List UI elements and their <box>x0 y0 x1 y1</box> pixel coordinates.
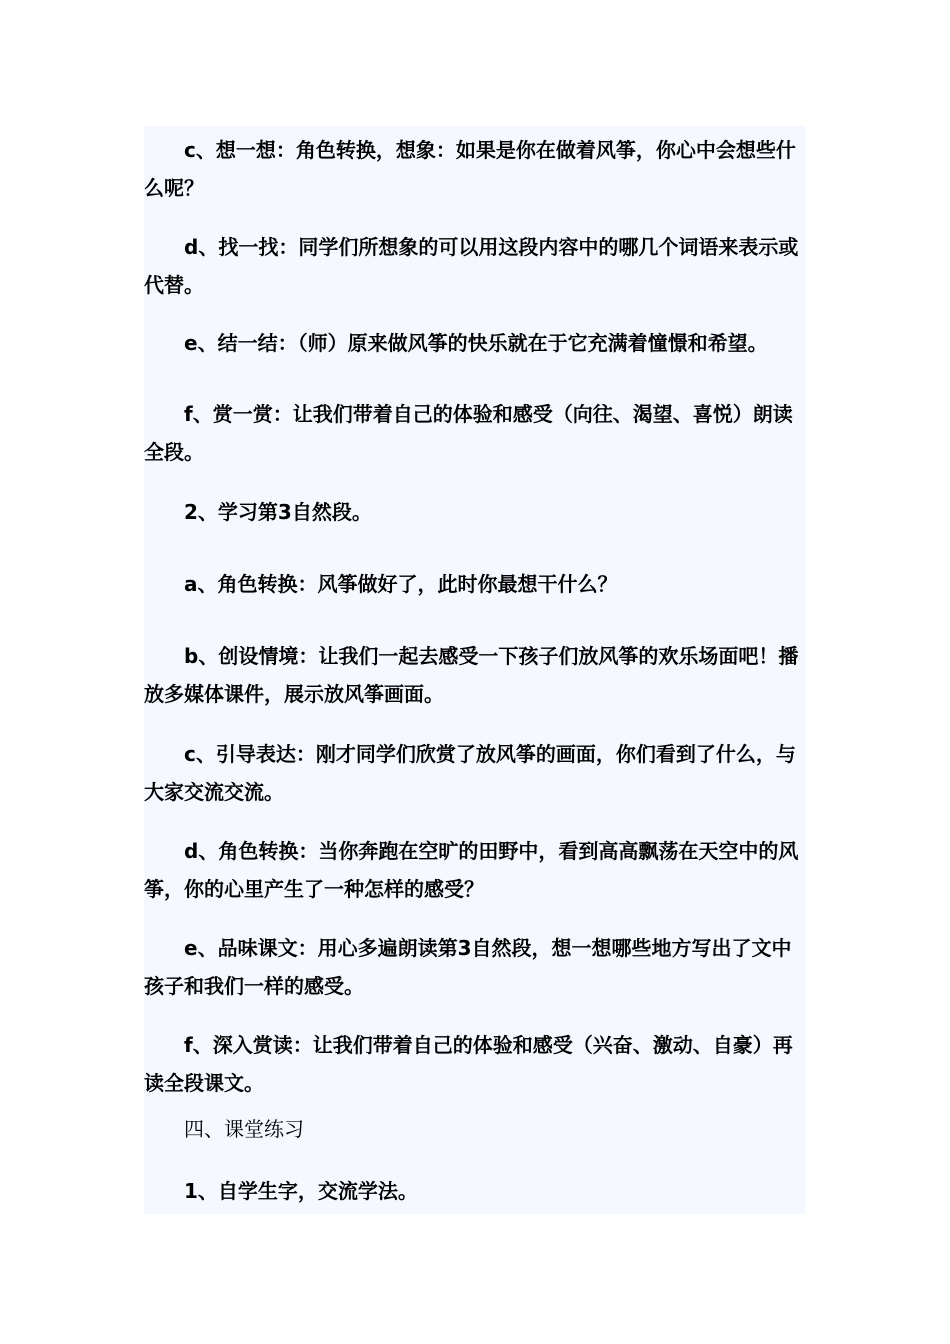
paragraph-d-role-switch: d、角色转换：当你奔跑在空旷的田野中，看到高高飘荡在天空中的风筝，你的心里产生了一种怎样的感受？ <box>144 839 799 901</box>
paragraph-e-savor-text: e、品味课文：用心多遍朗读第3自然段，想一想哪些地方写出了文中孩子和我们一样的感受。 <box>144 936 792 998</box>
section-heading: 四、课堂练习 <box>184 1117 304 1141</box>
document-content <box>144 126 806 1214</box>
paragraph-study-section-3: 2、学习第3自然段。 <box>184 500 372 524</box>
paragraph-f-deep-reading: f、深入赏读：让我们带着自己的体验和感受（兴奋、激动、自豪）再读全段课文。 <box>144 1033 793 1095</box>
exercise-item-1: 1、自学生字，交流学法。 <box>184 1179 418 1203</box>
paragraph-c-imagine: c、想一想：角色转换，想象：如果是你在做着风筝，你心中会想些什么呢？ <box>144 138 796 200</box>
paragraph-e-summarize: e、结一结：（师）原来做风筝的快乐就在于它充满着憧憬和希望。 <box>184 331 768 355</box>
paragraph-d-find: d、找一找：同学们所想象的可以用这段内容中的哪几个词语来表示或代替。 <box>144 235 799 297</box>
paragraph-a-role-switch: a、角色转换：风筝做好了，此时你最想干什么？ <box>184 572 618 596</box>
paragraph-b-scenario: b、创设情境：让我们一起去感受一下孩子们放风筝的欢乐场面吧！播放多媒体课件，展示放风筝画面。 <box>144 644 799 706</box>
paragraph-c-express: c、引导表达：刚才同学们欣赏了放风筝的画面，你们看到了什么，与大家交流交流。 <box>144 742 796 804</box>
paragraph-f-appreciate: f、赏一赏：让我们带着自己的体验和感受（向往、渴望、喜悦）朗读全段。 <box>144 402 793 464</box>
